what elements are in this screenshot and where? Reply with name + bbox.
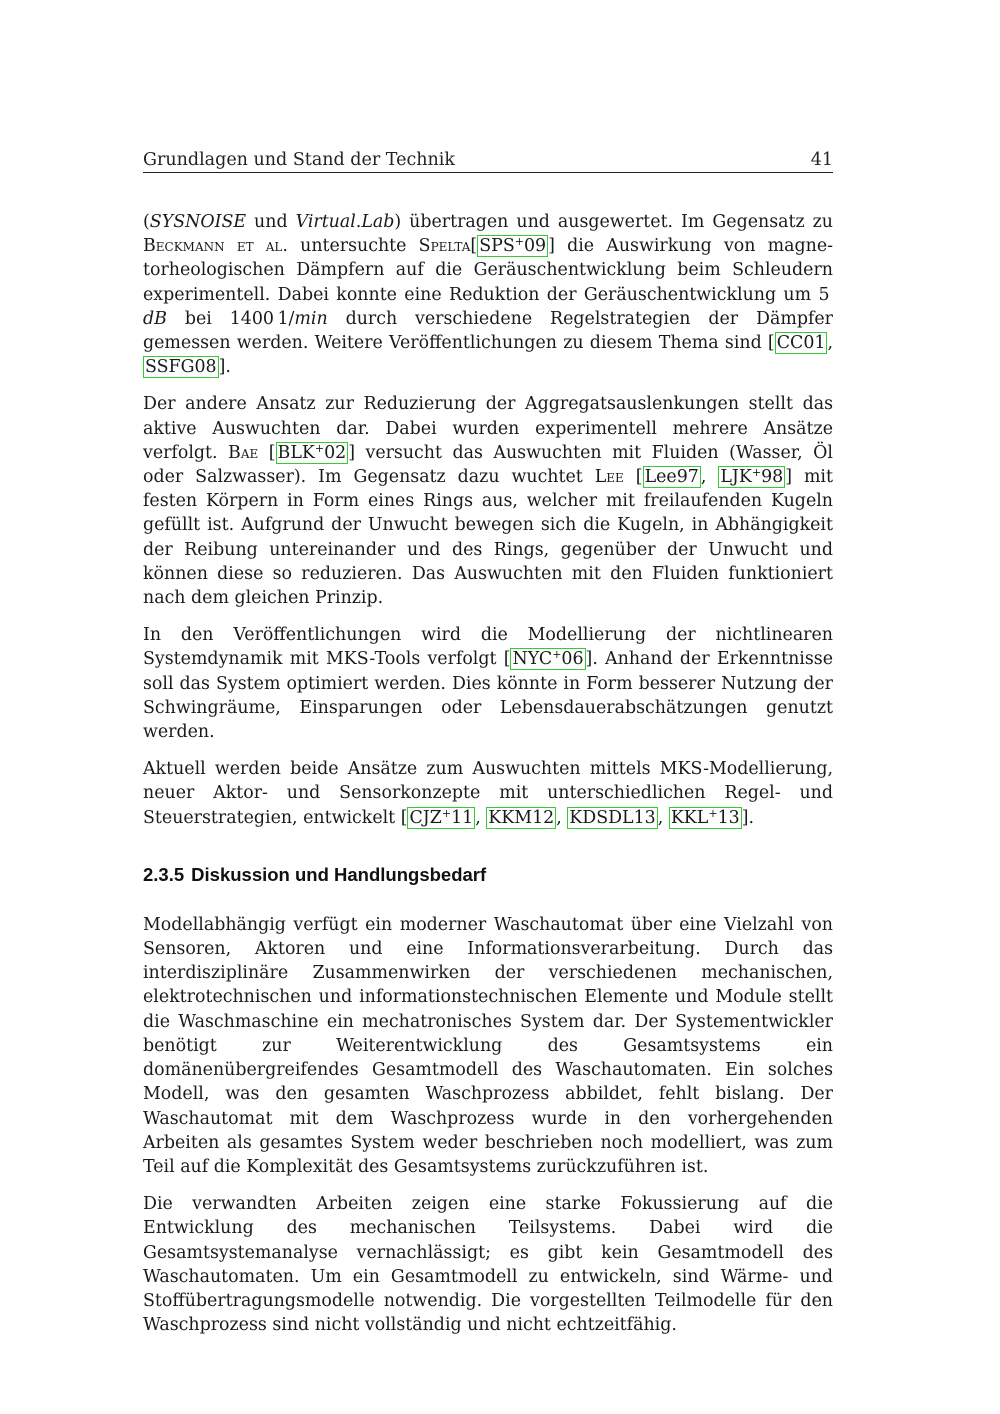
- header-title: Grundlagen und Stand der Technik: [143, 150, 456, 170]
- text: In den Veröffentlichungen wird die Modellierung der nichtlinearen Systemdynamik mit MKS-Tools verfolgt [: [143, 625, 833, 670]
- citation-text: 09: [523, 236, 547, 257]
- citation-kdsdl13[interactable]: KDSDL13: [569, 807, 656, 828]
- citation-blk02[interactable]: [276, 442, 349, 464]
- citation-sup: +: [751, 466, 762, 480]
- citation-ssfg08[interactable]: SSFG08: [145, 357, 217, 378]
- paragraph-2: [143, 392, 833, 610]
- software-name-virtual-lab: Virtual.Lab: [295, 212, 395, 232]
- citation-text: LJK: [720, 467, 752, 488]
- page-number: 41: [810, 150, 833, 170]
- section-heading: [143, 862, 833, 888]
- citation-cjz11[interactable]: [407, 807, 475, 829]
- author-beckmann: Beckmann et al.: [143, 236, 288, 257]
- text: ] versucht das Auswuchten mit Fluiden (Wasser, Öl oder Salzwasser). Im Gegensatz dazu wuchtet: [143, 442, 833, 488]
- text: ,: [657, 807, 669, 828]
- citation-text: NYC: [512, 649, 553, 670]
- text: durch verschiedene Regelstrategien der Dämpfer gemessen werden. Weitere Veröffentlichungen zu diesem Thema sind [: [143, 308, 834, 354]
- citation-text: SPS: [479, 236, 515, 257]
- text: ].: [218, 357, 231, 378]
- citation-ljk98[interactable]: [718, 466, 785, 488]
- author-bae: Bae: [228, 442, 259, 463]
- text: ,: [475, 807, 487, 828]
- citation-text: BLK: [277, 442, 315, 463]
- text: ].: [741, 807, 755, 828]
- citation-text: KKL: [670, 807, 709, 828]
- paragraph-1: (SYSNOISE und Virtual.Lab) übertragen und ausgewertet. Im Gegensatz zu Beckmann et al. untersuchte Spelta[ SPS+09 ] die Auswirkung von magnetorheologischen Dämpfern auf die Geräuschentwicklung beim Schleudern experimentell. Dabei konnte eine Reduktion der Geräuschentwicklung um 5 dB bei 1400 1/min durch verschiedene Regelstrategien der Dämpfer gemessen werden. Weitere Veröffentlichungen zu diesem Thema sind [ CC01 , SSFG08 ].: [143, 212, 834, 378]
- unit-min: min: [294, 308, 328, 329]
- paragraph-6: Die verwandten Arbeiten zeigen eine starke Fokussierung auf die Entwicklung des mechanischen Teilsystems. Dabei wird die Gesamtsystemanalyse vernachlässigt; es gibt kein Gesamtmodell des Waschautomaten. Um ein Gesamtmodell zu entwickeln, sind Wärme- und Stoffübertragungsmodelle notwendig. Die vorgestellten Teilmodelle für den Waschprozess sind nicht vollständig und nicht echtzeitfähig.: [143, 1194, 833, 1336]
- citation-cc01[interactable]: CC01: [776, 333, 826, 354]
- text: Der andere Ansatz zur Reduzierung der Aggregatsauslenkungen stellt das aktive Auswuchten dar. Dabei wurden experimentell mehrere Ansätze verfolgt.: [143, 394, 833, 463]
- text: untersuchte: [287, 236, 419, 257]
- section-title: Diskussion und Handlungsbedarf: [191, 863, 487, 885]
- citation-sps09[interactable]: [477, 235, 548, 257]
- software-name-sysnoise: SYSNOISE: [149, 212, 247, 232]
- citation-text: 11: [451, 807, 474, 828]
- citation-lee97[interactable]: Lee97: [644, 467, 699, 488]
- section-number: 2.3.5: [143, 863, 185, 885]
- unit-db: dB: [143, 308, 167, 329]
- citation-sup: +: [514, 235, 524, 249]
- text: ,: [700, 467, 719, 488]
- citation-sup: +: [441, 806, 452, 820]
- text: ) übertragen und ausgewertet. Im Gegensatz zu: [394, 212, 833, 232]
- citation-kkl13[interactable]: [669, 807, 742, 829]
- citation-text: 98: [761, 467, 784, 488]
- citation-kkm12[interactable]: KKM12: [488, 807, 555, 828]
- body-text: [143, 210, 833, 1350]
- text: die Auswirkung von magnetorheologischen Dämpfern auf die Geräuschentwicklung beim Schleudern experimentell. Dabei konnte eine Reduktion der Geräuschentwicklung um 5: [143, 236, 834, 305]
- paragraph-4: [143, 757, 833, 830]
- citation-text: 13: [717, 807, 740, 828]
- running-header: [143, 150, 833, 173]
- text: bei 1400 1/: [166, 308, 295, 329]
- text: und: [246, 212, 296, 232]
- citation-sup: +: [708, 806, 718, 820]
- text: [: [258, 442, 276, 463]
- text: ,: [827, 333, 833, 354]
- citation-nyc06[interactable]: [510, 648, 585, 670]
- citation-text: 06: [561, 649, 584, 670]
- text: ] mit festen Körpern in Form eines Rings aus, welcher mit freilaufenden Kugeln gefüllt ist. Aufgrund der Unwucht bewegen sich die Kugeln, in Abhängigkeit der Reibung untereinander und des Rings, gegenüber der Unwucht und können diese so reduzieren. Das Auswuchten mit den Fluiden funktioniert nach dem gleichen Prinzip.: [143, 467, 833, 609]
- text: [: [623, 467, 643, 488]
- paragraph-5: Modellabhängig verfügt ein moderner Waschautomat über eine Vielzahl von Sensoren, Aktoren und eine Informationsverarbeitung. Durch das interdisziplinäre Zusammenwirken der verschiedenen mechanischen, elektrotechnischen und informationstechnischen Elemente und Module stellt die Waschmaschine ein mechatronisches System dar. Der Systementwickler benötigt zur Weiterentwicklung des Gesamtsystems ein domänenübergreifendes Gesamtmodell des Waschautomaten. Ein solches Modell, was den gesamten Waschprozess abbildet, fehlt bislang. Der Waschautomat mit dem Waschprozess wurde in den vorhergehenden Arbeiten als gesamtes System weder beschrieben noch modelliert, was zum Teil auf die Komplexität des Gesamtsystems zurückzuführen ist.: [143, 914, 833, 1177]
- citation-text: 02: [324, 442, 347, 463]
- citation-sup: +: [552, 648, 562, 662]
- author-spelta: Spelta: [418, 236, 471, 257]
- text: (: [143, 212, 150, 232]
- text: ]. Anhand der Erkenntnisse soll das System optimiert werden. Dies könnte in Form besserer Nutzung der Schwingräume, Einsparungen oder Lebensdauerabschätzungen genutzt werden.: [143, 649, 833, 743]
- text: Aktuell werden beide Ansätze zum Auswuchten mittels MKS-Modellierung, neuer Aktor- und Sensorkonzepte mit unterschiedlichen Regel- und Steuerstrategien, entwickelt [: [143, 759, 833, 828]
- paragraph-3: [143, 623, 833, 744]
- citation-text: CJZ: [409, 807, 442, 828]
- citation-sup: +: [314, 441, 325, 455]
- author-lee: Lee: [594, 467, 624, 488]
- text: ,: [556, 807, 568, 828]
